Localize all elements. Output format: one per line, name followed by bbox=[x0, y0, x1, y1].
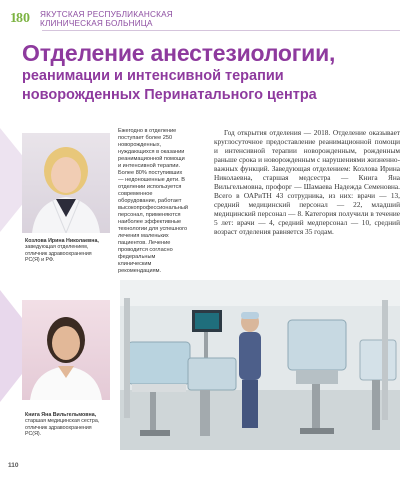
caption-role: заведующая отделением, отличник здравоохранения РС(Я) и РФ. bbox=[25, 244, 92, 264]
caption-name: Книга Яна Вильгельмовна, bbox=[25, 412, 97, 418]
caption-head-nurse bbox=[25, 412, 117, 438]
title-line2: реанимации и интенсивной терапии bbox=[22, 68, 284, 84]
hospital-name-line1: ЯКУТСКАЯ РЕСПУБЛИКАНСКАЯ bbox=[40, 10, 173, 19]
article-title bbox=[22, 40, 402, 104]
title-line3: новорожденных Перинатального центра bbox=[22, 87, 317, 103]
page-number: 110 bbox=[8, 462, 19, 469]
portrait-photo-nurse bbox=[22, 300, 110, 400]
header-divider bbox=[42, 30, 400, 31]
portrait-photo-head bbox=[22, 133, 110, 233]
main-article-text: Год открытия отделения — 2018. Отделение оказывает круглосуточное предоставление реанимационной помощи и интенсивной терапии новорожденным, рожденным раньше срока и новорожденным с нарушениями жизненно-важных функций. Заведующая отделением: Козлова Ирина Николаевна, старшая медсестра — Книга Яна Вильгельмовна, профорг — Шамаева Надежда Семеновна. Всего в ОАРиТН 43 сотрудника, из них: врачи — 13, средний медицинский персонал — 22, младший медицинский персонал — 8. Категория получили в течение 5 лет: врачи — 4, средний медперсонал — 10, средний возраст отделения равняется 35 годам. bbox=[214, 128, 400, 236]
page-header bbox=[10, 8, 400, 30]
caption-head-of-department bbox=[25, 238, 117, 264]
hospital-name bbox=[40, 10, 173, 28]
caption-name: Козлова Ирина Николаевна, bbox=[25, 238, 99, 244]
ward-photo bbox=[120, 280, 400, 450]
middle-column-text: Ежегодно в отделение поступает более 250 новорожденных, нуждающихся в оказании реанимационной помощи и интенсивной терапии. Более 80% поступивших — недоношенные дети. В отделении используется современное оборудование, работает высокопрофессиональный персонал, применяются наиболее эффективные технологии для успешного лечения маленьких пациентов. Лечение проводится согласно федеральным клиническим рекомендациям. bbox=[118, 128, 188, 274]
hospital-name-line2: КЛИНИЧЕСКАЯ БОЛЬНИЦА bbox=[40, 19, 153, 28]
hospital-logo-icon: 1 8 0 bbox=[10, 11, 30, 26]
caption-role: старшая медицинская сестра, отличник здравоохранения РС(Я). bbox=[25, 418, 100, 438]
title-main: Отделение анестезиологии, bbox=[22, 40, 336, 66]
